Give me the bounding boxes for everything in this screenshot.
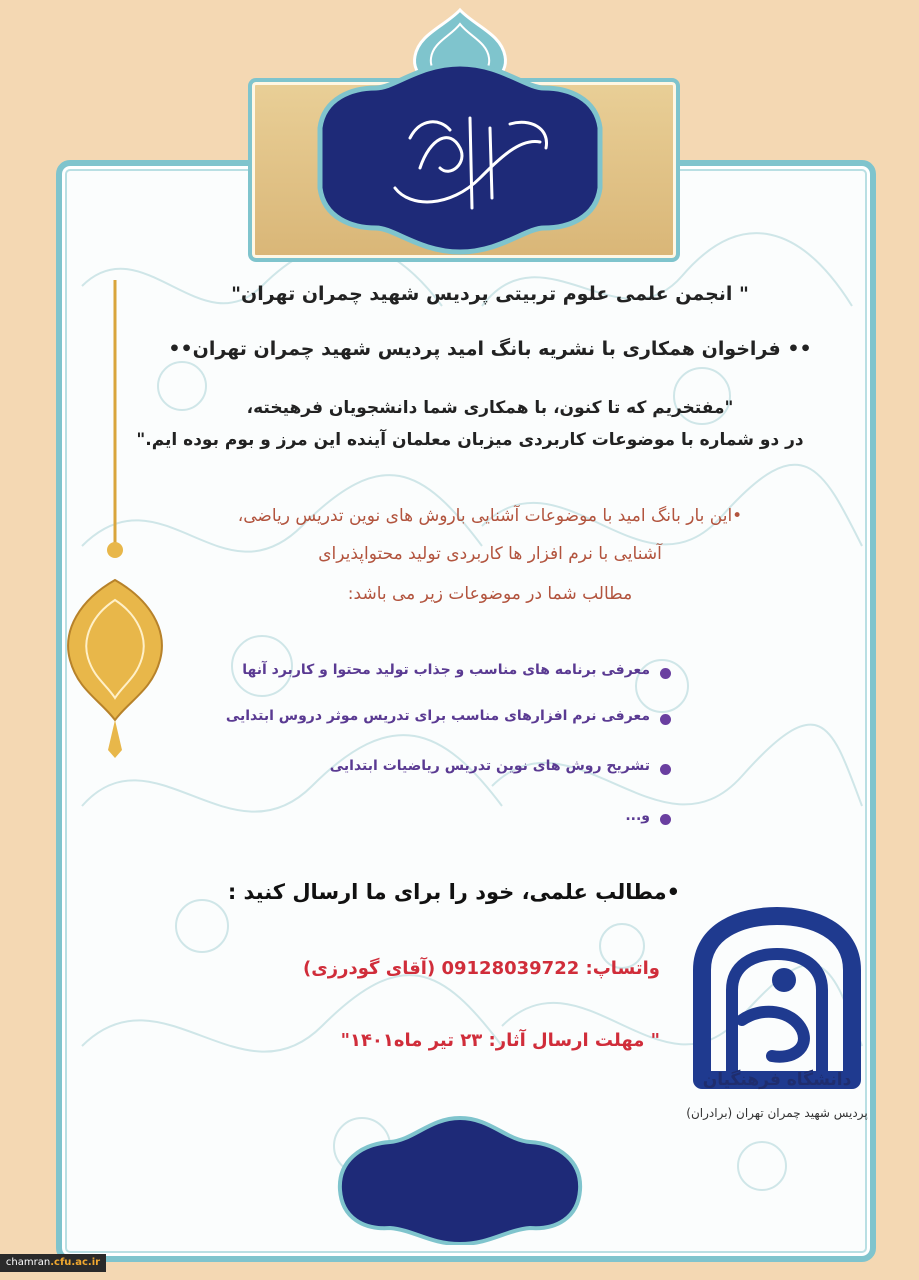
intro-line-2: در دو شماره با موضوعات کاربردی میزبان معلمان آینده این مرز و بوم بوده ایم." [136,430,804,450]
send-call: •مطالب علمی، خود را برای ما ارسال کنید : [227,880,680,904]
submission-deadline: " مهلت ارسال آثار: ۲۳ تیر ماه۱۴۰۱" [340,1030,660,1051]
topic-bullet-icon [660,714,671,725]
site-suffix: .cfu.ac.ir [50,1257,101,1268]
body-line-3: مطالب شما در موضوعات زیر می باشد: [347,584,633,604]
topic-item: و... [625,808,650,824]
topic-item: تشریح روش های نوین تدریس ریاضیات ابتدایی [329,758,650,774]
topic-bullet-icon [660,668,671,679]
topic-item: معرفی برنامه های مناسب و جذاب تولید محتوا و کاربرد آنها [242,662,650,678]
whatsapp-contact: واتساپ: 09128039722 (آقای گودرزی) [303,958,660,979]
university-name: دانشگاه فرهنگیان [702,1070,852,1090]
poster-title: " انجمن علمی علوم تربیتی پردیس شهید چمران تهران" [231,283,749,305]
topic-item: معرفی نرم افزارهای مناسب برای تدریس موثر دروس ابتدایی [225,708,650,724]
campus-name: پردیس شهید چمران تهران (برادران) [686,1106,868,1120]
topic-bullet-icon [660,814,671,825]
farhangian-university-logo-icon [672,880,882,1130]
intro-line-1: "مفتخریم که تا کنون، با همکاری شما دانشجویان فرهیخته، [246,398,734,418]
body-line-1: •این بار بانگ امید با موضوعات آشنایی باروش های نوین تدریس ریاضی، [237,506,743,526]
topic-bullet-icon [660,764,671,775]
site-watermark [0,1254,106,1272]
body-line-2: آشنایی با نرم افزار ها کاربردی تولید محتواپذیرای [318,544,662,564]
bismillah-calligraphy-icon [300,58,620,258]
poster-subtitle: •• فراخوان همکاری با نشریه بانگ امید پردیس شهید چمران تهران•• [168,338,812,360]
site-prefix: chamran [5,1257,51,1268]
bottom-ornament-icon [330,1110,590,1245]
